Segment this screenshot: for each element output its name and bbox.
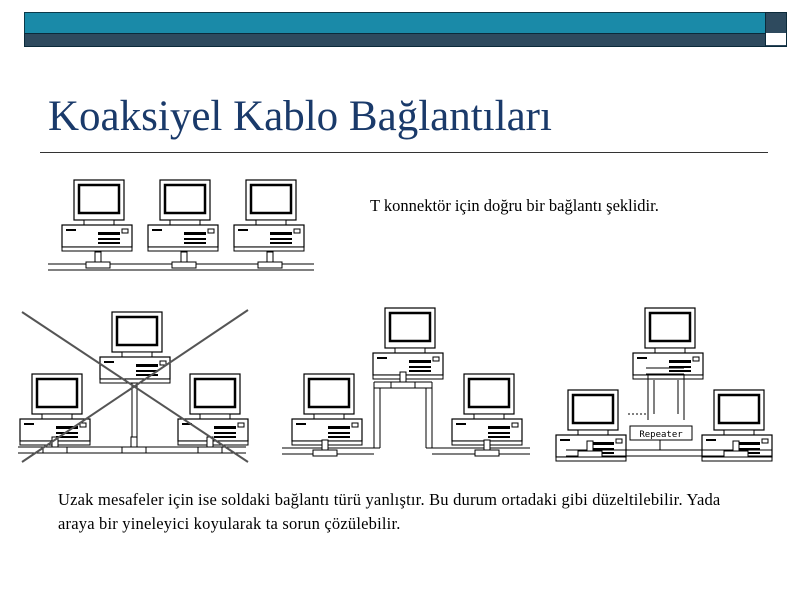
diagram-repeater-connection [556, 308, 772, 461]
computer-icon [100, 312, 170, 383]
slide-title: Koaksiyel Kablo Bağlantıları [48, 93, 552, 140]
computer-icon [292, 374, 362, 445]
computer-icon [373, 308, 443, 379]
caption-explanation: Uzak mesafeler için ise soldaki bağlantı türü yanlıştır. Bu durum ortadaki gibi düzeltilebilir. Yada araya bir yineleyici koyularak ta sorun çözülebilir. [58, 490, 721, 533]
caption-correct: T konnektör için doğru bir bağlantı şeklidir. [370, 196, 659, 215]
computer-icon [234, 180, 304, 251]
computer-icon [20, 374, 90, 445]
diagram-correct-t-connector [48, 180, 314, 270]
computer-icon [178, 374, 248, 445]
computer-icon [452, 374, 522, 445]
diagram-wrong-connection [18, 310, 248, 462]
computer-icon [148, 180, 218, 251]
computer-icon [62, 180, 132, 251]
repeater-label: Repeater [639, 430, 683, 440]
diagram-corrected-connection [282, 308, 530, 456]
